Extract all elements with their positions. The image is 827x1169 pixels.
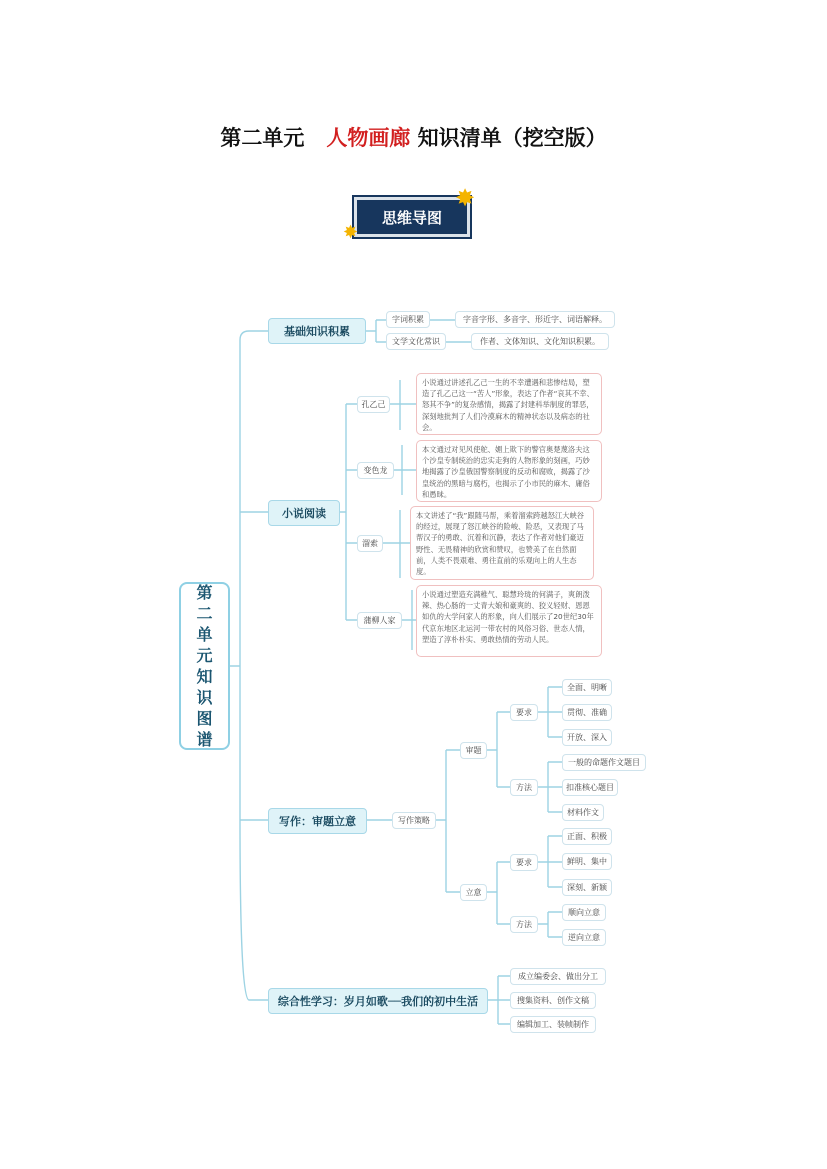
writing-strategy: 写作策略	[392, 812, 436, 829]
liyi-req-item: 深刻、新颖	[562, 879, 612, 896]
liyi-requirements: 要求	[510, 854, 538, 871]
branch-writing: 写作：审题立意	[268, 808, 367, 834]
reading-summary-puliu: 小说通过塑造充满稚气、聪慧玲珑的何满子，爽朗泼辣、热心肠的一丈青大娘和豪爽的、狡义轻财、恩恩如仇的大学问家人的形象，向人们展示了20世纪30年代京东地区北运河一带农村的风俗习俗、世态人情，塑造了淳朴朴实、勇敢热情的劳动人民。	[416, 585, 602, 657]
reading-summary-bianselong: 本文通过对见风使舵、媚上欺下的警官奥楚蔑洛夫这个沙皇专制统治的忠实走狗的人物形象的刻画，巧妙地揭露了沙皇俄国警察制度的反动和腐败，揭露了沙皇统治的黑暗与腐朽，也揭示了小市民的麻木、庸俗和愚昧。	[416, 440, 602, 502]
liyi-method-item: 逆向立意	[562, 929, 606, 946]
shenti-requirements: 要求	[510, 704, 538, 721]
star-icon: ✸	[455, 184, 476, 212]
reading-title-bianselong: 变色龙	[357, 462, 394, 479]
shenti-method-item: 一般的命题作文题目	[562, 754, 646, 771]
basic-culture: 文学文化常识	[386, 333, 446, 350]
integrated-item: 搜集资料、创作文稿	[510, 992, 596, 1009]
reading-summary-kongyiji: 小说通过讲述孔乙己一生的不幸遭遇和悲惨结局，塑造了孔乙己这一“苦人”形象，表达了作者“哀其不幸、怒其不争”的复杂感情，揭露了封建科举制度的罪恶，深刻地批判了人们冷漠麻木的精神状态以及病态的社会。	[416, 373, 602, 435]
reading-title-puliu: 蒲柳人家	[357, 612, 402, 629]
integrated-item: 成立编委会、做出分工	[510, 968, 606, 985]
liyi-req-item: 鲜明、集中	[562, 853, 612, 870]
branch-integrated: 综合性学习：岁月如歌──我们的初中生活	[268, 988, 488, 1014]
reading-summary-liusuo: 本文讲述了“我”跟随马帮，乘着溜索跨越怒江大峡谷的经过，展现了怒江峡谷的险峻、险恶，又表现了马帮汉子的勇敢、沉着和沉静，表达了作者对他们豪迈野性、无畏精神的欣赏和赞叹，也赞美了在自然面前，人类不畏艰难、勇往直前的乐观向上的人生态度。	[410, 506, 594, 580]
liyi-method-item: 顺向立意	[562, 904, 606, 921]
shenti-method-item: 扣准核心题目	[562, 779, 618, 796]
liyi-methods: 方法	[510, 916, 538, 933]
writing-shenti: 审题	[460, 742, 487, 759]
title-highlight: 人物画廊	[326, 126, 411, 150]
branch-basic: 基础知识积累	[268, 318, 366, 344]
shenti-methods: 方法	[510, 779, 538, 796]
reading-title-liusuo: 溜索	[357, 535, 383, 552]
shenti-req-item: 贯彻、准确	[562, 704, 612, 721]
root-node: 第 二 单 元 知 识 图 谱	[179, 582, 230, 750]
writing-liyi: 立意	[460, 884, 487, 901]
title-part1: 第二单元	[220, 126, 305, 150]
shenti-req-item: 全面、明晰	[562, 679, 612, 696]
basic-vocab-detail: 字音字形、多音字、形近字、词语解释。	[455, 311, 615, 328]
mindmap-badge: 思维导图	[354, 197, 470, 237]
basic-culture-detail: 作者、文体知识、文化知识积累。	[471, 333, 609, 350]
integrated-item: 编辑加工、装帧制作	[510, 1016, 596, 1033]
branch-reading: 小说阅读	[268, 500, 340, 526]
liyi-req-item: 正面、积极	[562, 828, 612, 845]
shenti-req-item: 开放、深入	[562, 729, 612, 746]
reading-title-kongyiji: 孔乙己	[357, 396, 390, 413]
star-icon: ✸	[343, 222, 359, 243]
basic-vocab: 字词积累	[386, 311, 430, 328]
shenti-method-item: 材料作文	[562, 804, 604, 821]
title-part2: 知识清单（挖空版）	[417, 126, 607, 150]
